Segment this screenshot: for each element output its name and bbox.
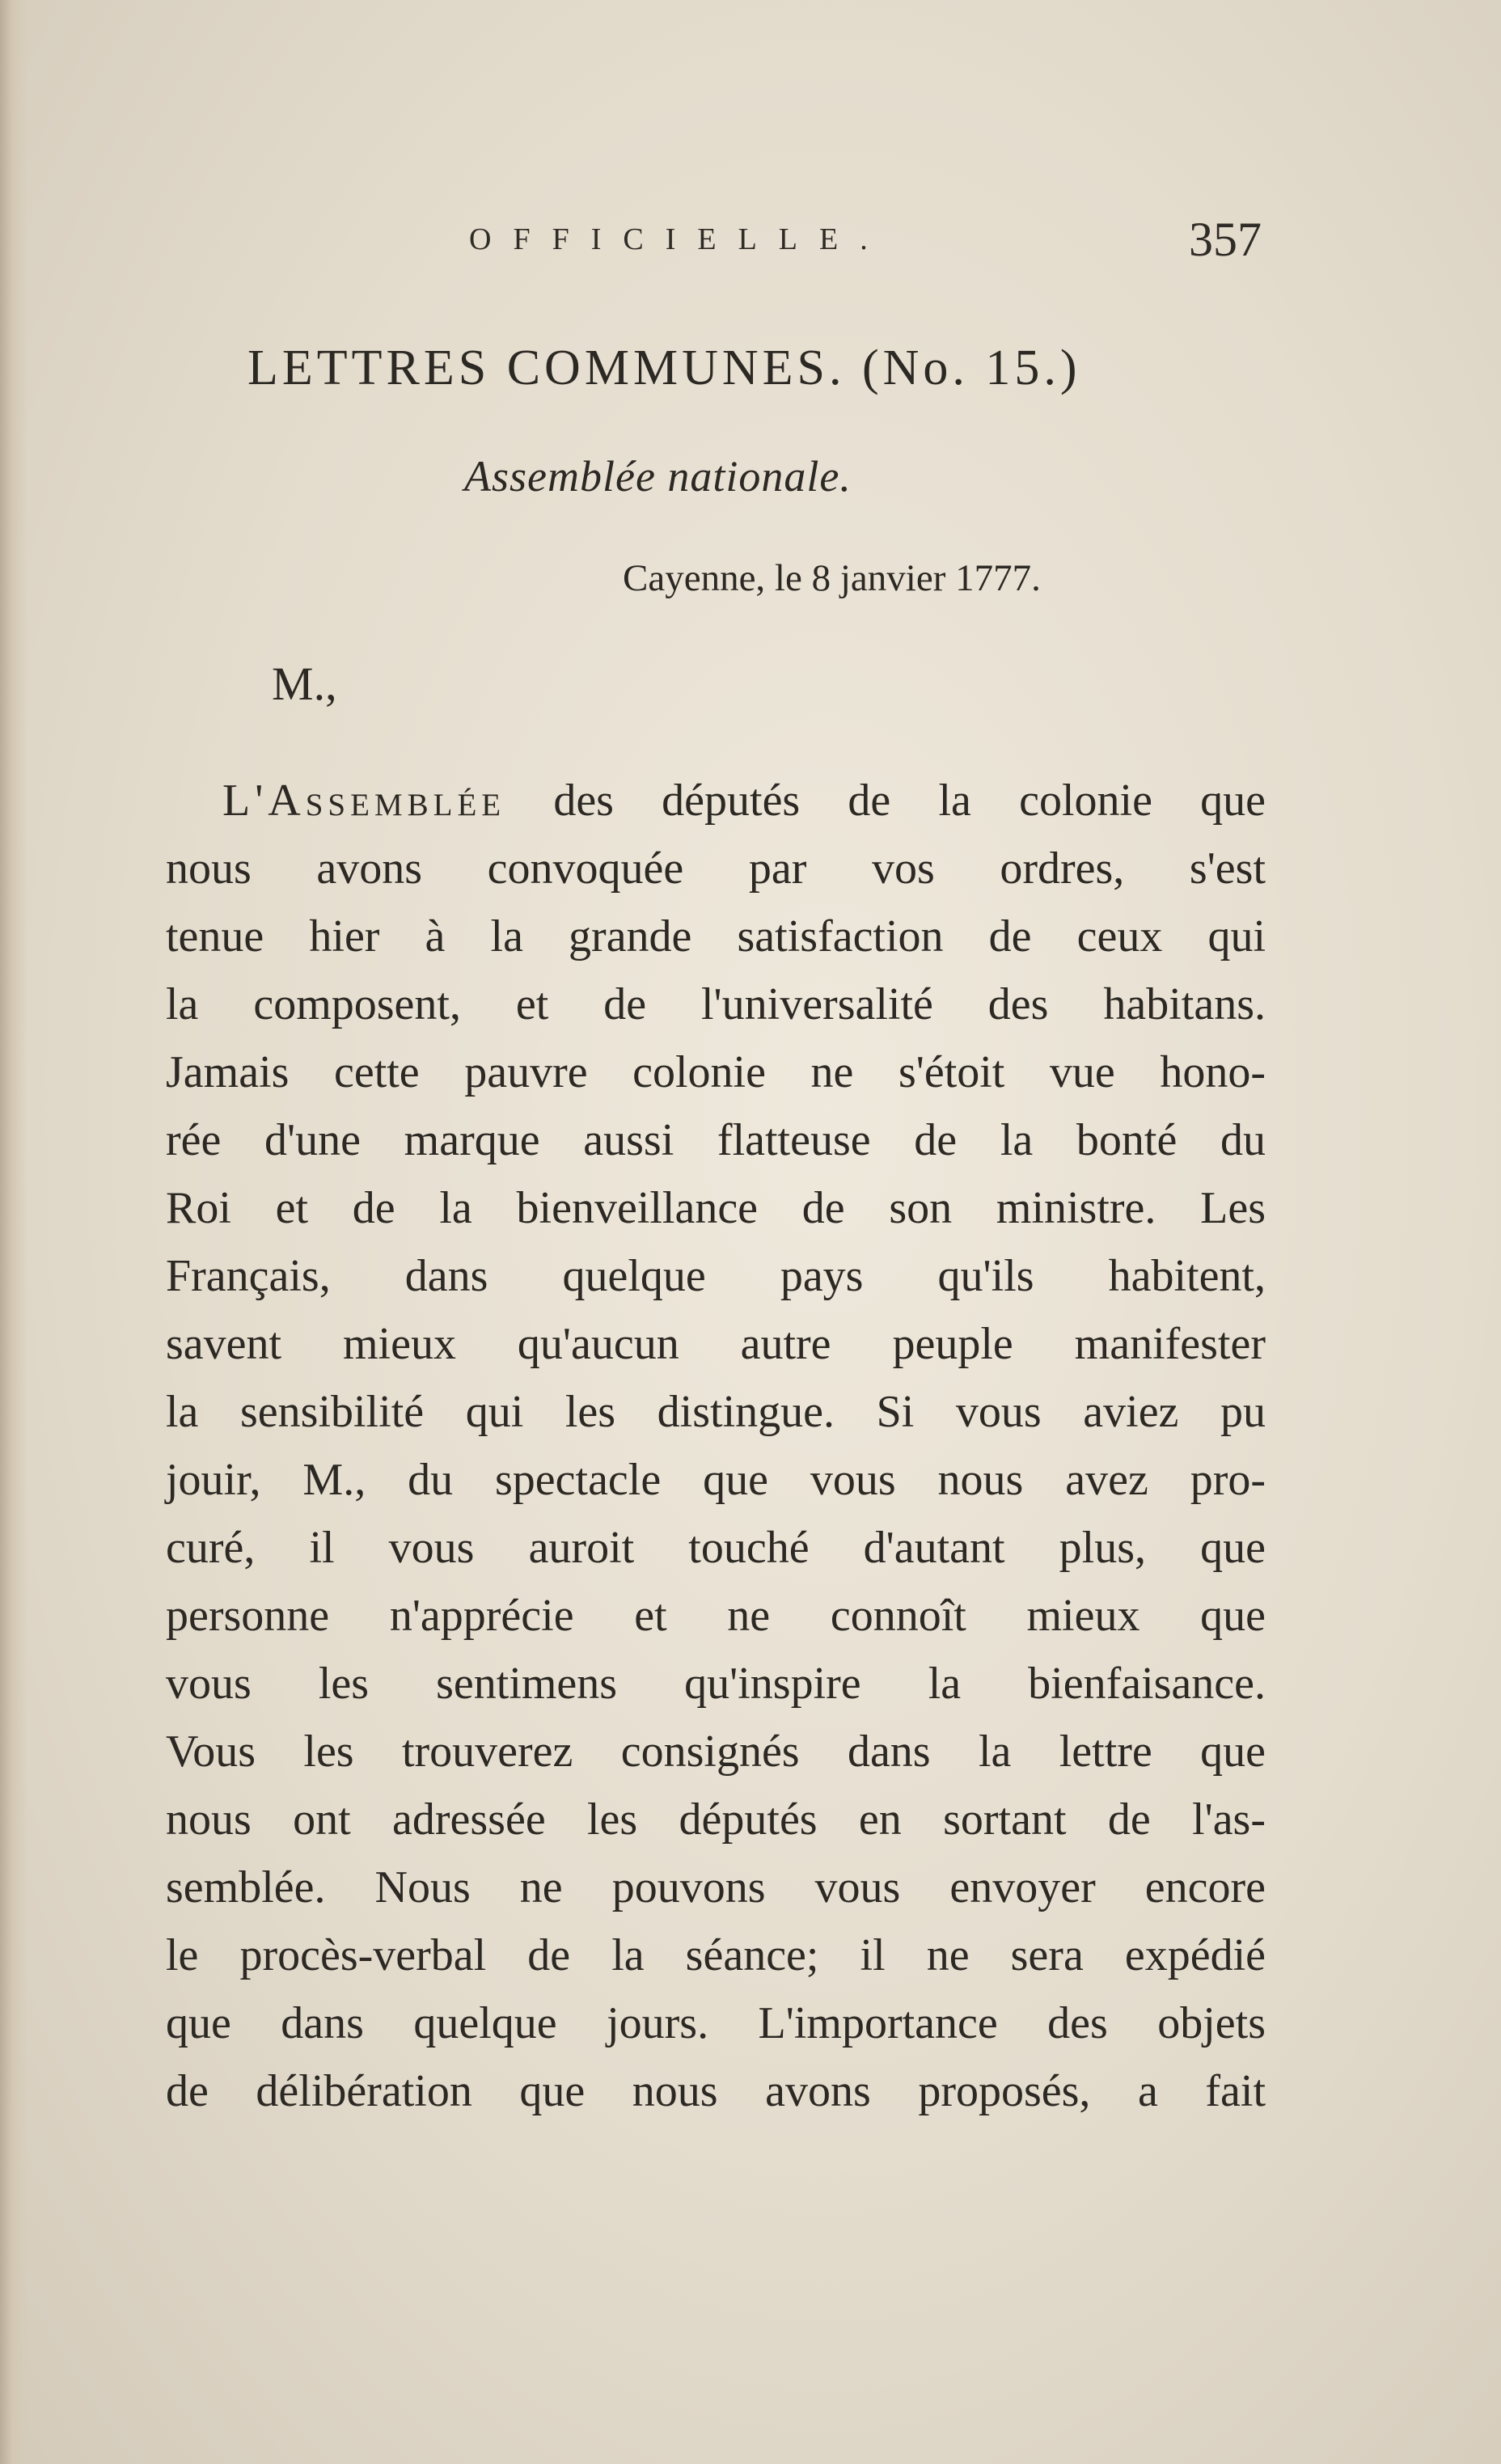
- body-line: [166, 767, 1266, 835]
- body-line: nous ont adressée les députés en sortant de l'as-: [166, 1794, 1266, 1845]
- letter-body: [166, 767, 1266, 2125]
- page-gutter-edge: [0, 0, 27, 2464]
- page-number: 357: [1189, 213, 1262, 266]
- body-line: que dans quelque jours. L'importance des objets: [166, 1998, 1266, 2048]
- opening-word: L'Assemblée: [222, 776, 506, 826]
- body-line-text: des députés de la colonie que: [505, 776, 1266, 826]
- salutation: M.,: [272, 657, 337, 710]
- body-line: Vous les trouverez consignés dans la lettre que: [166, 1726, 1266, 1777]
- body-line: nous avons convoquée par vos ordres, s'est: [166, 843, 1266, 894]
- body-line: Français, dans quelque pays qu'ils habitent,: [166, 1251, 1266, 1301]
- subtitle: Assemblée nationale.: [464, 452, 852, 501]
- section-title: LETTRES COMMUNES. (No. 15.): [247, 340, 1081, 395]
- body-line: curé, il vous auroit touché d'autant plus, que: [166, 1523, 1266, 1573]
- body-line: personne n'apprécie et ne connoît mieux que: [166, 1591, 1266, 1641]
- body-line: vous les sentimens qu'inspire la bienfaisance.: [166, 1659, 1266, 1709]
- body-line: tenue hier à la grande satisfaction de ceux qui: [166, 911, 1266, 962]
- body-line: le procès-verbal de la séance; il ne sera expédié: [166, 1930, 1266, 1980]
- body-line: la composent, et de l'universalité des habitans.: [166, 979, 1266, 1029]
- body-line: rée d'une marque aussi flatteuse de la bonté du: [166, 1115, 1266, 1165]
- body-line: jouir, M., du spectacle que vous nous avez pro-: [166, 1455, 1266, 1505]
- running-head: OFFICIELLE.: [469, 222, 890, 256]
- body-line: Roi et de la bienveillance de son ministre. Les: [166, 1183, 1266, 1233]
- body-line: savent mieux qu'aucun autre peuple manifester: [166, 1319, 1266, 1369]
- body-line: la sensibilité qui les distingue. Si vous aviez pu: [166, 1387, 1266, 1437]
- body-line: semblée. Nous ne pouvons vous envoyer encore: [166, 1862, 1266, 1912]
- body-line: de délibération que nous avons proposés, a fait: [166, 2066, 1266, 2116]
- body-line: Jamais cette pauvre colonie ne s'étoit vue hono-: [166, 1047, 1266, 1097]
- dateline: Cayenne, le 8 janvier 1777.: [623, 557, 1041, 599]
